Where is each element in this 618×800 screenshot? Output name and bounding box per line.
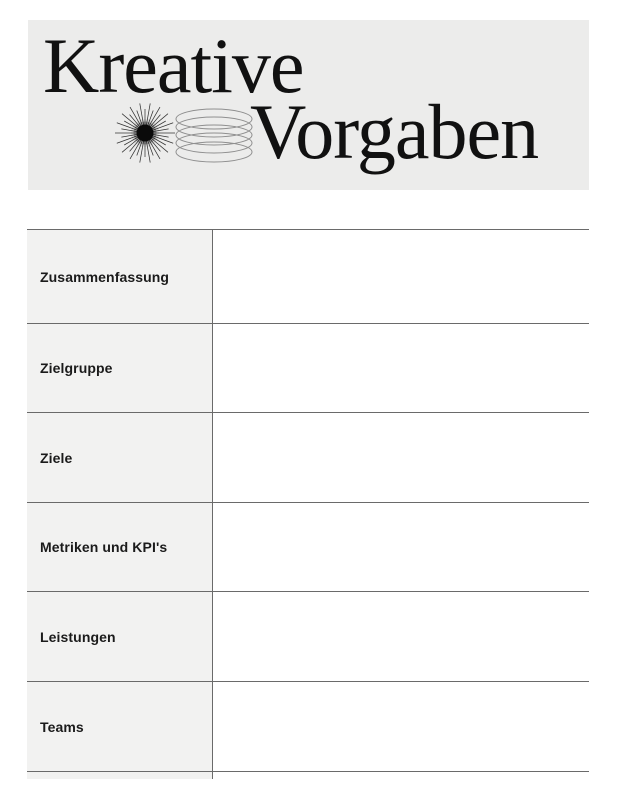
- row-value-cell: [213, 772, 589, 779]
- table-row: [27, 592, 589, 682]
- page-title: Kreative: [43, 22, 304, 109]
- row-label: Ziele: [40, 449, 73, 466]
- row-label-cell: [27, 592, 213, 681]
- starburst-icon: [113, 101, 177, 165]
- table-row: [27, 503, 589, 592]
- row-label: Zusammenfassung: [40, 268, 170, 285]
- row-label: Leistungen: [40, 628, 116, 645]
- table-row: [27, 682, 589, 772]
- row-label-cell: [27, 503, 213, 591]
- row-label: Teams: [40, 718, 84, 735]
- brief-table: [27, 229, 589, 779]
- row-value-cell: [213, 682, 589, 771]
- page-title-second-line: Vorgaben: [250, 88, 539, 175]
- coil-icon: [175, 108, 253, 163]
- row-label-cell: [27, 772, 213, 779]
- table-row: [27, 413, 589, 503]
- row-label-cell: [27, 413, 213, 502]
- row-label-cell: [27, 682, 213, 771]
- table-row: [27, 324, 589, 413]
- row-label-cell: [27, 230, 213, 323]
- row-label-cell: [27, 324, 213, 412]
- row-label: Metriken und KPI's: [40, 539, 168, 555]
- row-label: Zielgruppe: [40, 360, 113, 376]
- row-value-cell: [213, 503, 589, 591]
- header-banner: [28, 20, 589, 190]
- row-value-cell: [213, 230, 589, 323]
- row-value-cell: [213, 592, 589, 681]
- row-value-cell: [213, 324, 589, 412]
- table-row-partial: [27, 772, 589, 779]
- row-value-cell: [213, 413, 589, 502]
- table-row: [27, 230, 589, 324]
